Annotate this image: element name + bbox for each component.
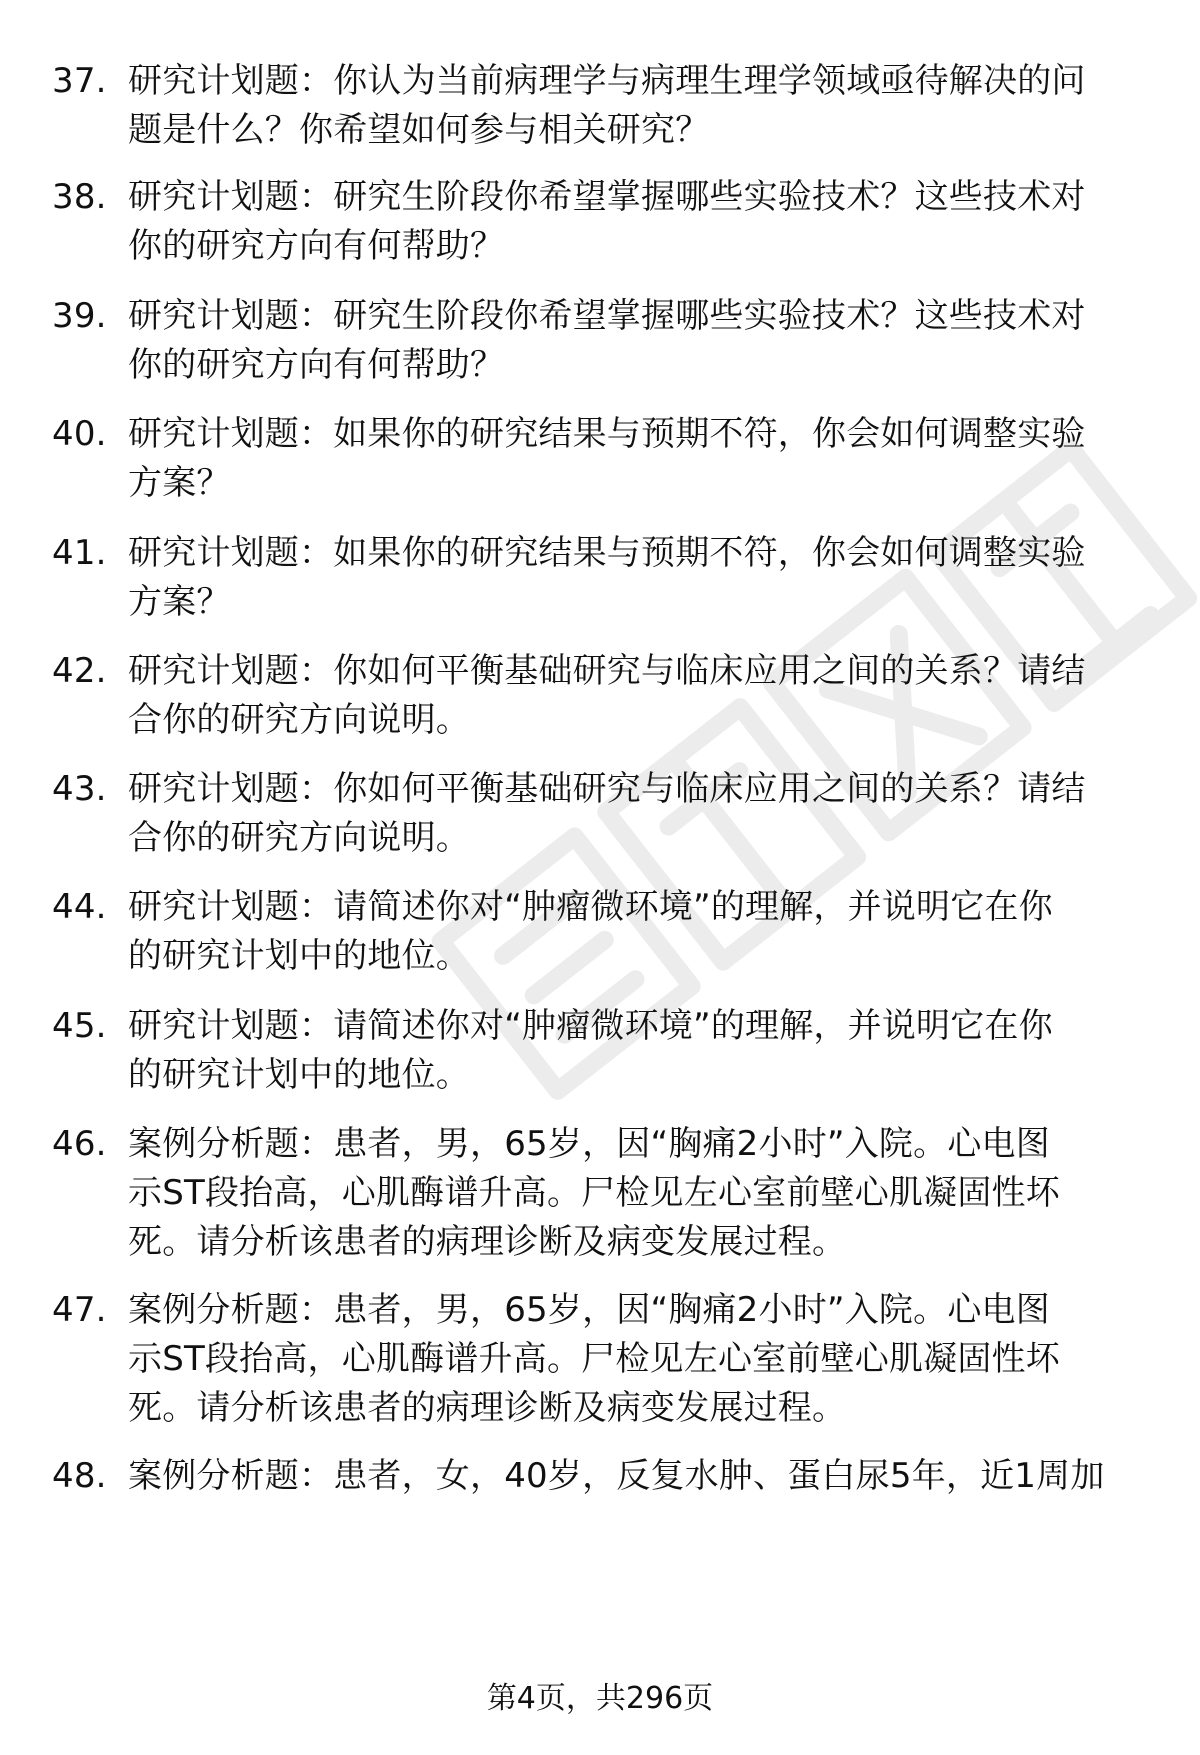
question-text: 研究计划题：你认为当前病理学与病理生理学领域亟待解决的问 题是什么？你希望如何参与相关研究？ <box>128 61 1086 150</box>
question-text: 研究计划题：如果你的研究结果与预期不符，你会如何调整实验 方案？ <box>128 533 1086 622</box>
question-number: 45. <box>52 1006 107 1046</box>
question-number: 46. <box>52 1124 107 1164</box>
question-text: 研究计划题：你如何平衡基础研究与临床应用之间的关系？请结 合你的研究方向说明。 <box>128 769 1086 858</box>
question-text: 研究计划题：请简述你对“肿瘤微环境”的理解，并说明它在你 的研究计划中的地位。 <box>128 1006 1053 1095</box>
question-text: 研究计划题：研究生阶段你希望掌握哪些实验技术？这些技术对 你的研究方向有何帮助？ <box>128 296 1086 385</box>
question-number: 37. <box>52 61 107 101</box>
question-text: 案例分析题：患者，男，65岁，因“胸痛2小时”入院。心电图 示ST段抬高，心肌酶谱升高。尸检见左心室前壁心肌凝固性坏 死。请分析该患者的病理诊断及病变发展过程。 <box>128 1124 1060 1262</box>
question-number: 47. <box>52 1290 107 1330</box>
question-text: 研究计划题：请简述你对“肿瘤微环境”的理解，并说明它在你 的研究计划中的地位。 <box>128 887 1053 976</box>
question-number: 44. <box>52 887 107 927</box>
question-text: 研究计划题：如果你的研究结果与预期不符，你会如何调整实验 方案？ <box>128 414 1086 503</box>
question-number: 43. <box>52 769 107 809</box>
question-number: 38. <box>52 177 107 217</box>
question-number: 41. <box>52 533 107 573</box>
question-number: 42. <box>52 651 107 691</box>
question-text: 研究计划题：你如何平衡基础研究与临床应用之间的关系？请结 合你的研究方向说明。 <box>128 651 1086 740</box>
question-text: 案例分析题：患者，男，65岁，因“胸痛2小时”入院。心电图 示ST段抬高，心肌酶谱升高。尸检见左心室前壁心肌凝固性坏 死。请分析该患者的病理诊断及病变发展过程。 <box>128 1290 1060 1428</box>
question-number: 39. <box>52 296 107 336</box>
question-number: 48. <box>52 1456 107 1496</box>
page-number-footer: 第4页，共296页 <box>486 1681 714 1716</box>
question-text: 案例分析题：患者，女，40岁，反复水肿、蛋白尿5年，近1周加 <box>128 1456 1105 1496</box>
question-number: 40. <box>52 414 107 454</box>
question-text: 研究计划题：研究生阶段你希望掌握哪些实验技术？这些技术对 你的研究方向有何帮助？ <box>128 177 1086 266</box>
